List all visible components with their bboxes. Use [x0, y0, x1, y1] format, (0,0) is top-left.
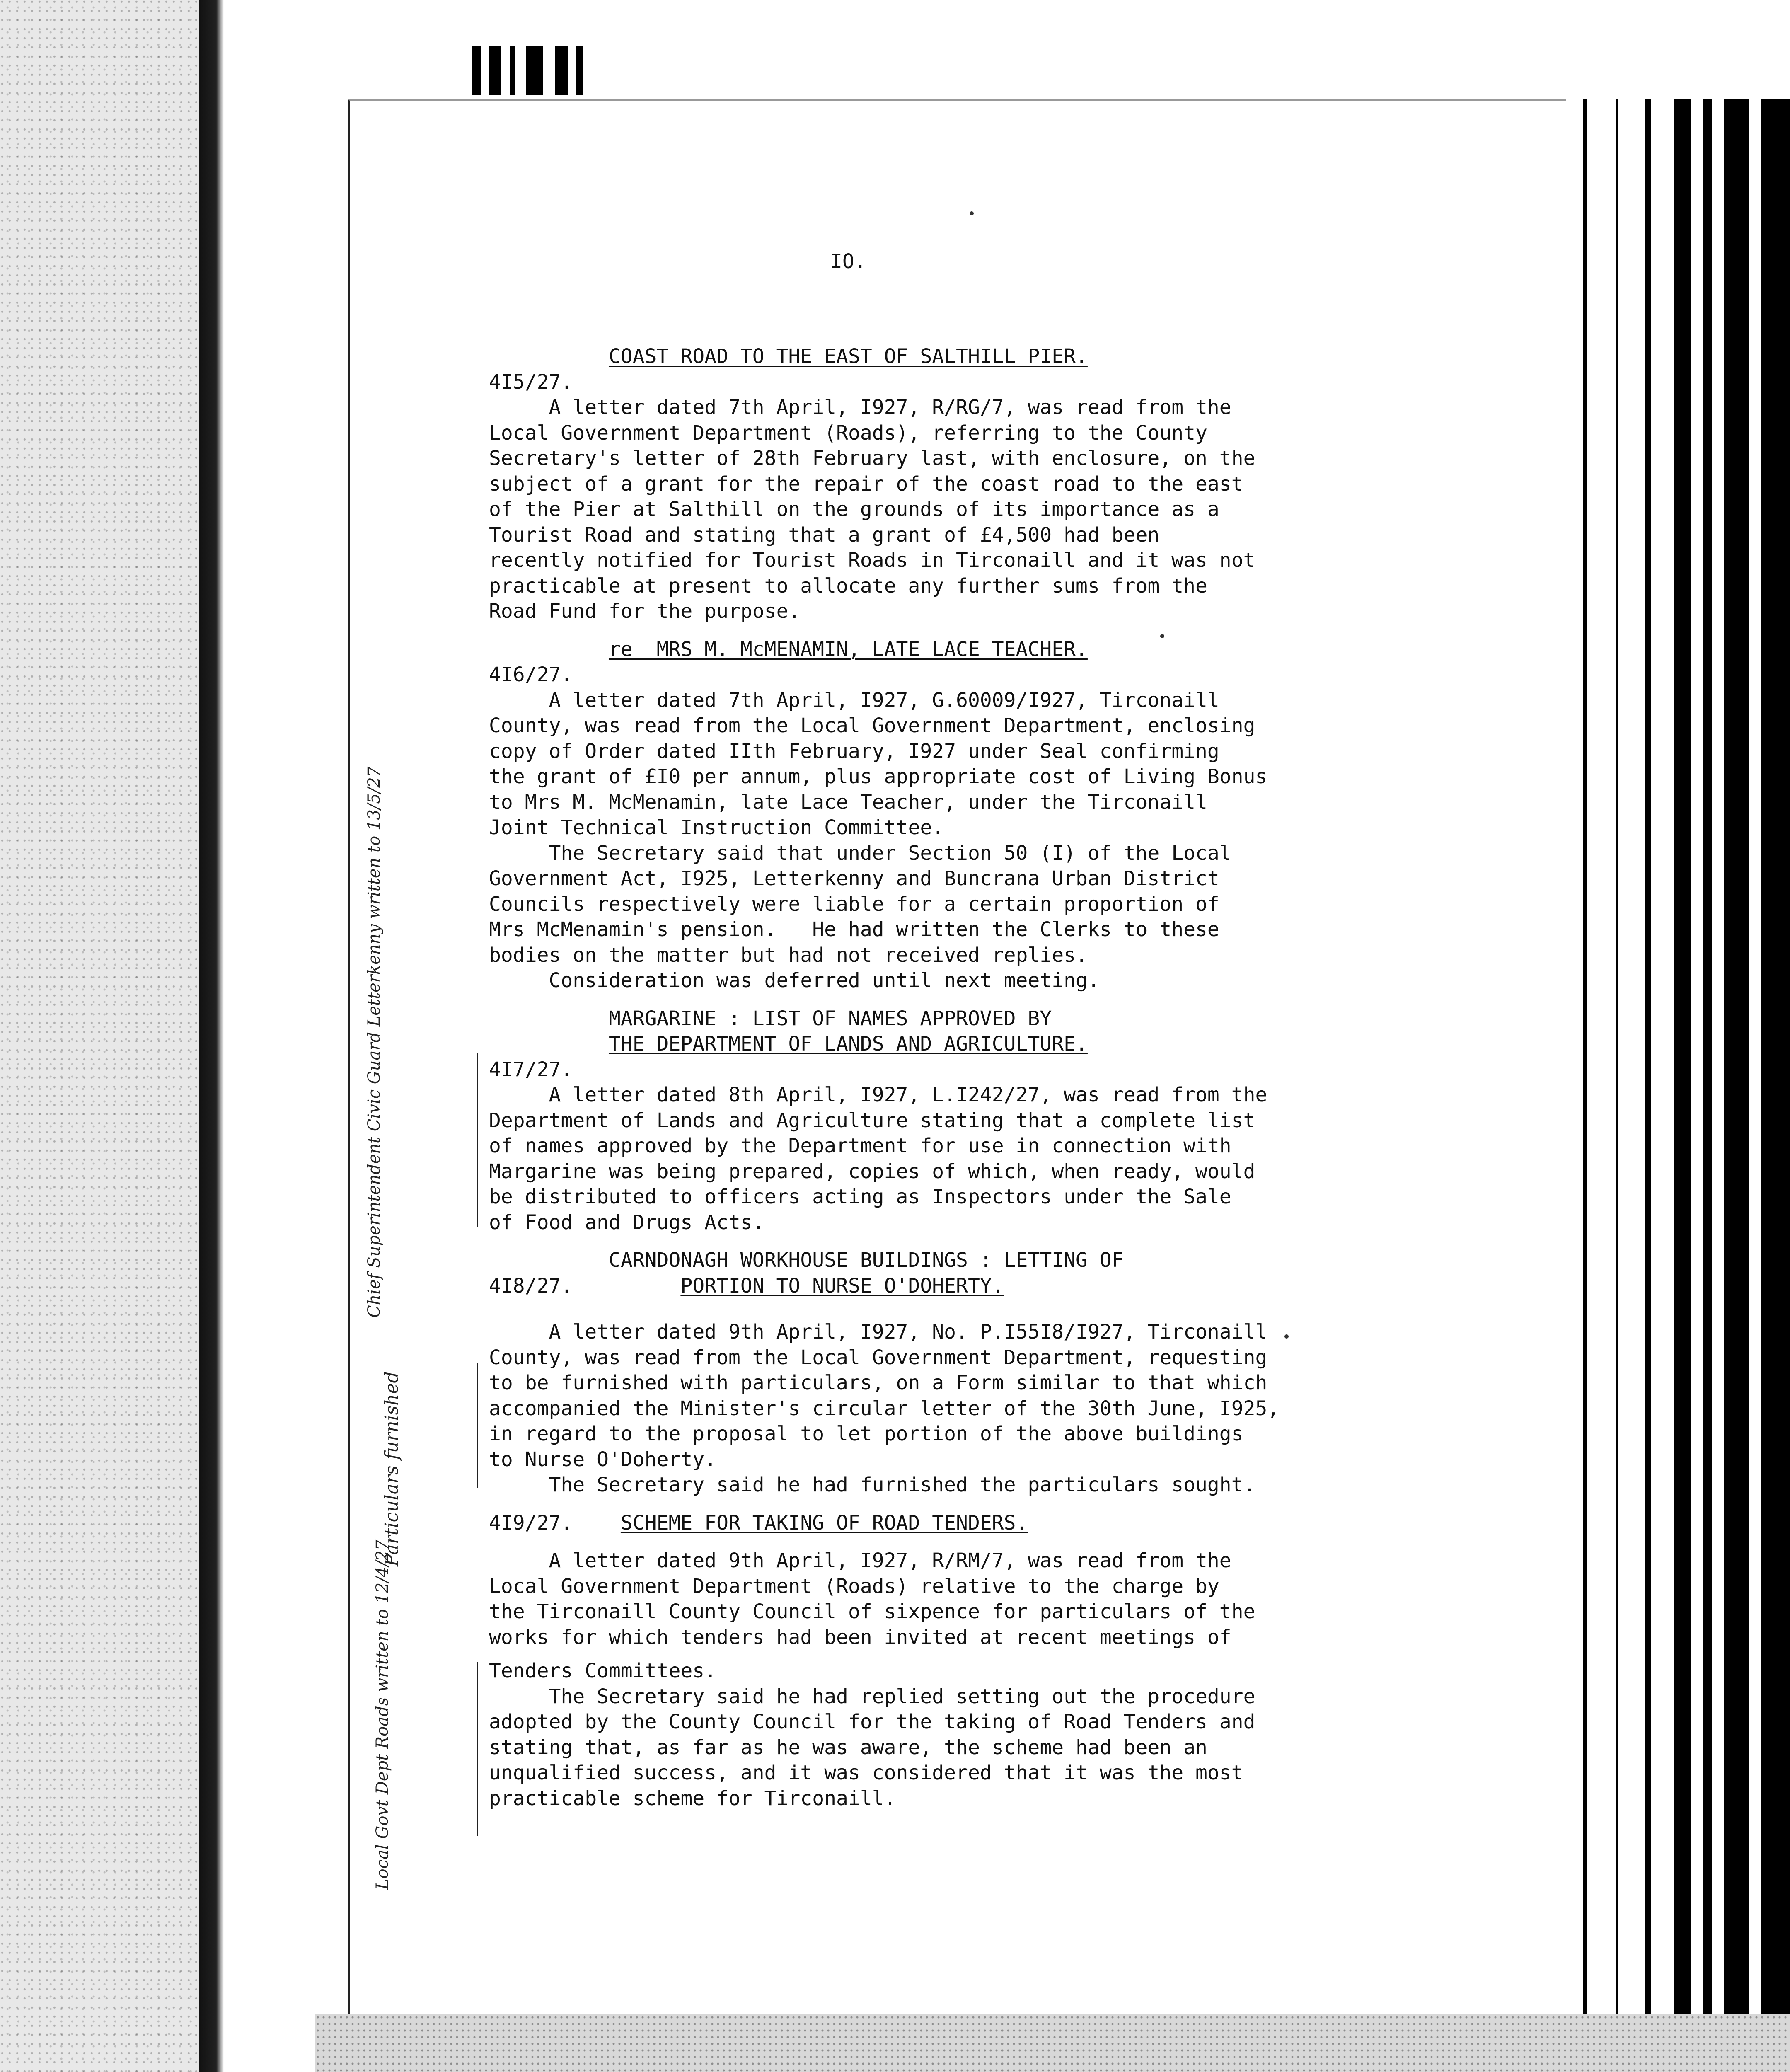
text-line: 4I9/27. SCHEME FOR TAKING OF ROAD TENDERS.	[489, 1511, 1028, 1535]
text-line: Mrs McMenamin's pension. He had written the Clerks to these	[489, 918, 1219, 941]
text-line: A letter dated 9th April, I927, R/RM/7, was read from the	[489, 1549, 1231, 1572]
text-line: THE DEPARTMENT OF LANDS AND AGRICULTURE.	[608, 1032, 1088, 1055]
text-line: unqualified success, and it was considered that it was the most	[489, 1761, 1243, 1784]
text-line: Joint Technical Instruction Committee.	[489, 816, 944, 839]
text-line: of names approved by the Department for use in connection with	[489, 1134, 1231, 1157]
text-line: re MRS M. McMENAMIN, LATE LACE TEACHER.	[608, 637, 1088, 661]
text-line: A letter dated 8th April, I927, L.I242/27, was read from the	[489, 1083, 1268, 1106]
text-line: works for which tenders had been invited at recent meetings of	[489, 1625, 1231, 1649]
text-line: The Secretary said he had replied setting out the procedure	[489, 1685, 1255, 1708]
text-line: to Mrs M. McMenamin, late Lace Teacher, under the Tirconaill	[489, 790, 1207, 814]
text-line: 4I5/27.	[489, 370, 573, 394]
margin-bracket-418	[477, 1363, 478, 1488]
text-line: Local Government Department (Roads), referring to the County	[489, 421, 1207, 445]
paragraph-gap	[489, 1498, 1508, 1510]
paragraph-gap	[489, 1650, 1508, 1658]
text-line: Tourist Road and stating that a grant of £4,500 had been	[489, 523, 1160, 547]
margin-bracket-417	[477, 1053, 478, 1227]
binding-tabs	[472, 46, 597, 95]
text-line: Local Government Department (Roads) relative to the charge by	[489, 1574, 1219, 1598]
text-line: 4I7/27.	[489, 1058, 573, 1081]
text-line: adopted by the County Council for the taking of Road Tenders and	[489, 1710, 1255, 1733]
text-line: The Secretary said he had furnished the particulars sought.	[489, 1473, 1255, 1496]
text-line: A letter dated 7th April, I927, R/RG/7, was read from the	[489, 396, 1231, 419]
text-line: Councils respectively were liable for a certain proportion of	[489, 892, 1219, 916]
margin-note-418: Particulars furnished	[381, 1371, 402, 1566]
text-line: subject of a grant for the repair of the coast road to the east	[489, 472, 1243, 496]
text-line: of the Pier at Salthill on the grounds of its importance as a	[489, 498, 1219, 521]
text-line: be distributed to officers acting as Inspectors under the Sale	[489, 1185, 1231, 1208]
text-line: County, was read from the Local Government Department, enclosing	[489, 714, 1255, 737]
text-line: recently notified for Tourist Roads in Tirconaill and it was not	[489, 549, 1255, 572]
page-number: IO.	[830, 250, 866, 273]
scan-left-margin	[0, 0, 199, 2072]
text-line: practicable at present to allocate any further sums from the	[489, 574, 1207, 598]
ink-speck	[970, 211, 974, 215]
text-line: Government Act, I925, Letterkenny and Buncrana Urban District	[489, 867, 1219, 890]
text-line: Department of Lands and Agriculture stating that a complete list	[489, 1109, 1255, 1132]
text-line: 4I8/27. PORTION TO NURSE O'DOHERTY.	[489, 1274, 1004, 1297]
text-line: accompanied the Minister's circular letter of the 30th June, I925,	[489, 1397, 1280, 1420]
paragraph-gap	[489, 625, 1508, 637]
text-line: The Secretary said that under Section 50 (I) of the Local	[489, 841, 1231, 865]
margin-note-419: Local Govt Dept Roads written to 12/4/27	[373, 1539, 392, 1890]
text-line: MARGARINE : LIST OF NAMES APPROVED BY	[489, 1007, 1052, 1030]
text-line: County, was read from the Local Government Department, requesting	[489, 1346, 1268, 1369]
scan-right-binding	[1566, 99, 1790, 2072]
text-line: Consideration was deferred until next meeting.	[489, 969, 1100, 992]
paragraph-gap	[489, 1235, 1508, 1248]
ink-speck	[1160, 634, 1164, 638]
text-line: CARNDONAGH WORKHOUSE BUILDINGS : LETTING OF	[489, 1249, 1124, 1272]
margin-bracket-419	[477, 1662, 478, 1836]
paragraph-gap	[489, 994, 1508, 1006]
text-line: to Nurse O'Doherty.	[489, 1447, 717, 1471]
paragraph-gap	[489, 1299, 1508, 1319]
margin-note-417: Chief Superintendent Civic Guard Letterkenny written to 13/5/27	[365, 766, 384, 1318]
text-line: the grant of £I0 per annum, plus appropriate cost of Living Bonus	[489, 765, 1268, 788]
ink-speck	[1284, 1334, 1289, 1339]
text-line: practicable scheme for Tirconaill.	[489, 1786, 896, 1810]
text-line: A letter dated 9th April, I927, No. P.I55I8/I927, Tirconaill	[489, 1320, 1268, 1343]
text-line: in regard to the proposal to let portion of the above buildings	[489, 1422, 1243, 1445]
text-line: bodies on the matter but had not received replies.	[489, 943, 1088, 967]
scan-left-edge	[199, 0, 224, 2072]
text-line: COAST ROAD TO THE EAST OF SALTHILL PIER.	[608, 345, 1088, 368]
text-line: copy of Order dated IIth February, I927 under Seal confirming	[489, 739, 1219, 763]
text-line: Margarine was being prepared, copies of which, when ready, would	[489, 1159, 1255, 1183]
text-line: A letter dated 7th April, I927, G.60009/I927, Tirconaill	[489, 688, 1219, 712]
minutes-text	[489, 344, 1508, 1811]
text-line: of Food and Drugs Acts.	[489, 1210, 764, 1234]
text-line: Secretary's letter of 28th February last, with enclosure, on the	[489, 447, 1255, 470]
text-line: stating that, as far as he was aware, the scheme had been an	[489, 1736, 1207, 1759]
paragraph-gap	[489, 1536, 1508, 1548]
text-line: Tenders Committees.	[489, 1659, 717, 1682]
scan-bottom-edge	[315, 2014, 1790, 2072]
text-line: the Tirconaill County Council of sixpence for particulars of the	[489, 1600, 1255, 1623]
text-line: 4I6/27.	[489, 663, 573, 686]
text-line: Road Fund for the purpose.	[489, 600, 801, 623]
text-line: to be furnished with particulars, on a Form similar to that which	[489, 1371, 1268, 1394]
